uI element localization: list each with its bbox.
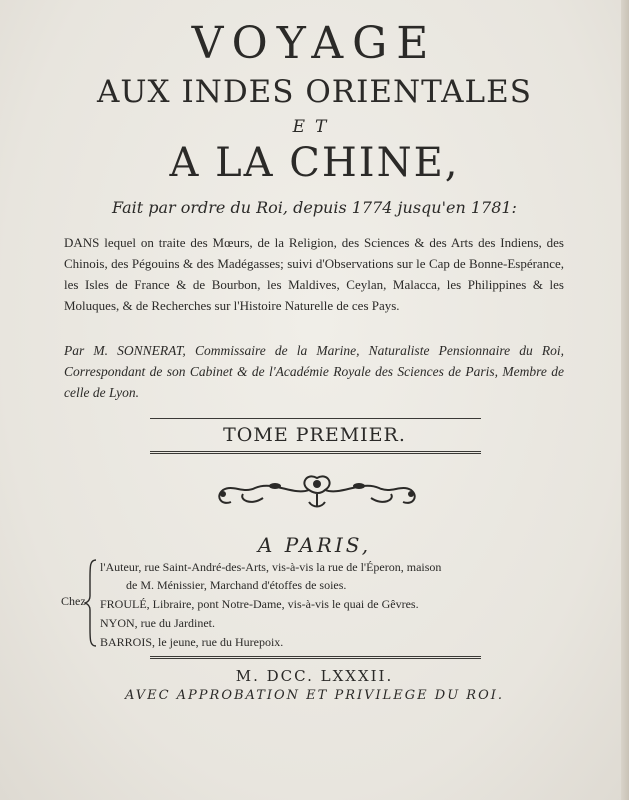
publisher-line: NYON, rue du Jardinet. <box>100 616 215 630</box>
title-voyage: VOYAGE <box>191 18 438 69</box>
privilege-line: AVEC APPROBATION ET PRIVILEGE DU ROI. <box>124 688 505 703</box>
title-et: ET <box>292 117 337 137</box>
imprint-city: A PARIS, <box>257 533 372 557</box>
brace-icon <box>84 558 98 648</box>
publisher-line: BARROIS, le jeune, rue du Hurepoix. <box>100 635 284 649</box>
title-chine: A LA CHINE, <box>169 140 460 186</box>
author-paragraph: Par M. SONNERAT, Commissaire de la Marine, Naturaliste Pensionnaire du Roi, Correspondant de son Cabinet & de l'Académie Royale des Sciences de Paris, Membre de celle de Lyon. <box>64 343 564 400</box>
publisher-line: de M. Ménissier, Marchand d'étoffes de soies. <box>126 578 347 592</box>
subtitle: Fait par ordre du Roi, depuis 1774 jusqu'en 1781: <box>112 198 517 217</box>
title-indes-orientales: AUX INDES ORIENTALES <box>97 74 532 110</box>
ornament-vignette-icon <box>203 470 431 514</box>
imprint-rule <box>150 656 481 659</box>
publisher-line: FROULÉ, Libraire, pont Notre-Dame, vis-à-vis le quai de Gêvres. <box>100 597 419 611</box>
volume-label: TOME PREMIER. <box>223 424 406 446</box>
chez-label: Chez <box>61 594 86 608</box>
publisher-line: l'Auteur, rue Saint-André-des-Arts, vis-à-vis la rue de l'Éperon, maison <box>100 560 442 574</box>
imprint-date: M. DCC. LXXXII. <box>235 667 394 685</box>
description-paragraph: DANS lequel on traite des Mœurs, de la Religion, des Sciences & des Arts des Indiens, des Chinois, des Pégouins & des Madégasses; suivi d'Observations sur le Cap de Bonne-Espérance, les Isles de France & de Bourbon, les Maldives, Ceylan, Malacca, les Philippines & les Moluques, & de Recherches sur l'Histoire Naturelle de ces Pays. <box>64 235 564 313</box>
rule-top <box>150 418 481 419</box>
rule-bottom <box>150 451 481 454</box>
page-edge <box>621 0 629 800</box>
